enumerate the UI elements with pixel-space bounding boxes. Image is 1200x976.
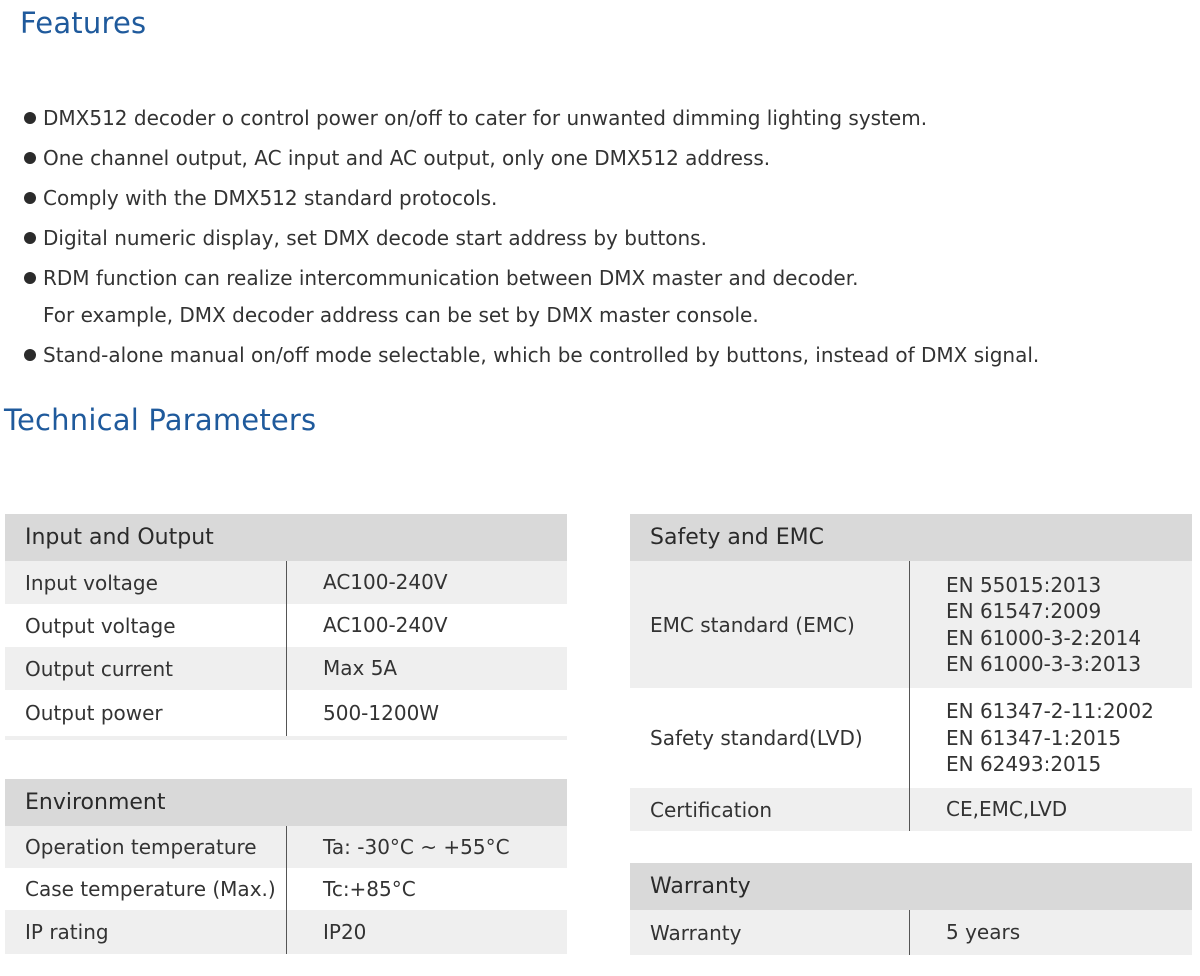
feature-text: DMX512 decoder o control power on/off to cater for unwanted dimming lighting system. xyxy=(43,106,928,130)
certification-value: CE,EMC,LVD xyxy=(946,797,1068,822)
param-value: 5 years xyxy=(946,920,1021,945)
table-row xyxy=(5,604,567,647)
table-row xyxy=(630,561,1192,688)
feature-continuation: For example, DMX decoder address can be set by DMX master console. xyxy=(43,303,759,327)
environment-table xyxy=(5,779,567,954)
table-row xyxy=(5,826,567,868)
table-row xyxy=(630,688,1192,788)
input-output-table xyxy=(5,514,567,740)
table-header: Input and Output xyxy=(5,514,567,561)
table-row xyxy=(5,868,567,910)
standard-value: EN 61000-3-2:2014 xyxy=(946,625,1142,650)
safety-emc-table xyxy=(630,514,1192,831)
param-label: EMC standard (EMC) xyxy=(630,561,910,688)
param-label: IP rating xyxy=(5,910,287,954)
table-header: Warranty xyxy=(630,863,1192,910)
param-label: Warranty xyxy=(630,910,910,955)
feature-text: Stand-alone manual on/off mode selectable, which be controlled by buttons, instead of DMX signal. xyxy=(43,343,1040,367)
param-label: Output voltage xyxy=(5,604,287,647)
technical-parameters-title: Technical Parameters xyxy=(4,403,317,437)
param-value: Tc:+85°C xyxy=(323,876,416,901)
table-row xyxy=(5,561,567,604)
feature-text: RDM function can realize intercommunication between DMX master and decoder. xyxy=(43,266,859,290)
bullet-icon xyxy=(24,152,36,164)
table-row xyxy=(5,910,567,954)
standard-value: EN 55015:2013 xyxy=(946,572,1102,597)
features-list xyxy=(24,98,1039,375)
param-value: Ta: -30°C ~ +55°C xyxy=(323,834,510,859)
warranty-table xyxy=(630,863,1192,955)
table-row xyxy=(630,910,1192,955)
table-footer-band xyxy=(5,736,567,740)
feature-item xyxy=(24,178,1039,218)
feature-item xyxy=(24,218,1039,258)
table-header: Environment xyxy=(5,779,567,826)
feature-text: Comply with the DMX512 standard protocols. xyxy=(43,186,498,210)
bullet-icon xyxy=(24,232,36,244)
param-value: 500-1200W xyxy=(323,700,440,725)
feature-item xyxy=(24,138,1039,178)
param-value: AC100-240V xyxy=(323,613,448,638)
param-value: Max 5A xyxy=(323,656,398,681)
bullet-icon xyxy=(24,272,36,284)
param-label: Certification xyxy=(630,788,910,831)
table-row xyxy=(5,690,567,736)
param-value: AC100-240V xyxy=(323,570,448,595)
features-title: Features xyxy=(20,6,147,40)
feature-item xyxy=(24,335,1039,375)
standard-value: EN 61547:2009 xyxy=(946,599,1102,623)
param-value: IP20 xyxy=(323,919,367,944)
feature-text: Digital numeric display, set DMX decode start address by buttons. xyxy=(43,226,707,250)
param-label: Output current xyxy=(5,647,287,690)
feature-item xyxy=(24,258,1039,335)
table-row xyxy=(5,647,567,690)
bullet-icon xyxy=(24,349,36,361)
param-label: Output power xyxy=(5,690,287,736)
param-label: Case temperature (Max.) xyxy=(5,868,287,910)
standard-value: EN 61000-3-3:2013 xyxy=(946,652,1142,676)
feature-item xyxy=(24,98,1039,138)
standard-value: EN 61347-1:2015 xyxy=(946,725,1122,750)
param-label: Operation temperature xyxy=(5,826,287,868)
param-value-list xyxy=(910,561,1141,688)
param-label: Safety standard(LVD) xyxy=(630,688,910,788)
bullet-icon xyxy=(24,112,36,124)
table-header: Safety and EMC xyxy=(630,514,1192,561)
table-row xyxy=(630,788,1192,831)
param-value-list xyxy=(910,688,1154,788)
bullet-icon xyxy=(24,192,36,204)
standard-value: EN 62493:2015 xyxy=(946,752,1102,777)
param-label: Input voltage xyxy=(5,561,287,604)
feature-text: One channel output, AC input and AC output, only one DMX512 address. xyxy=(43,146,771,170)
standard-value: EN 61347-2-11:2002 xyxy=(946,699,1154,724)
param-value xyxy=(910,788,1067,831)
